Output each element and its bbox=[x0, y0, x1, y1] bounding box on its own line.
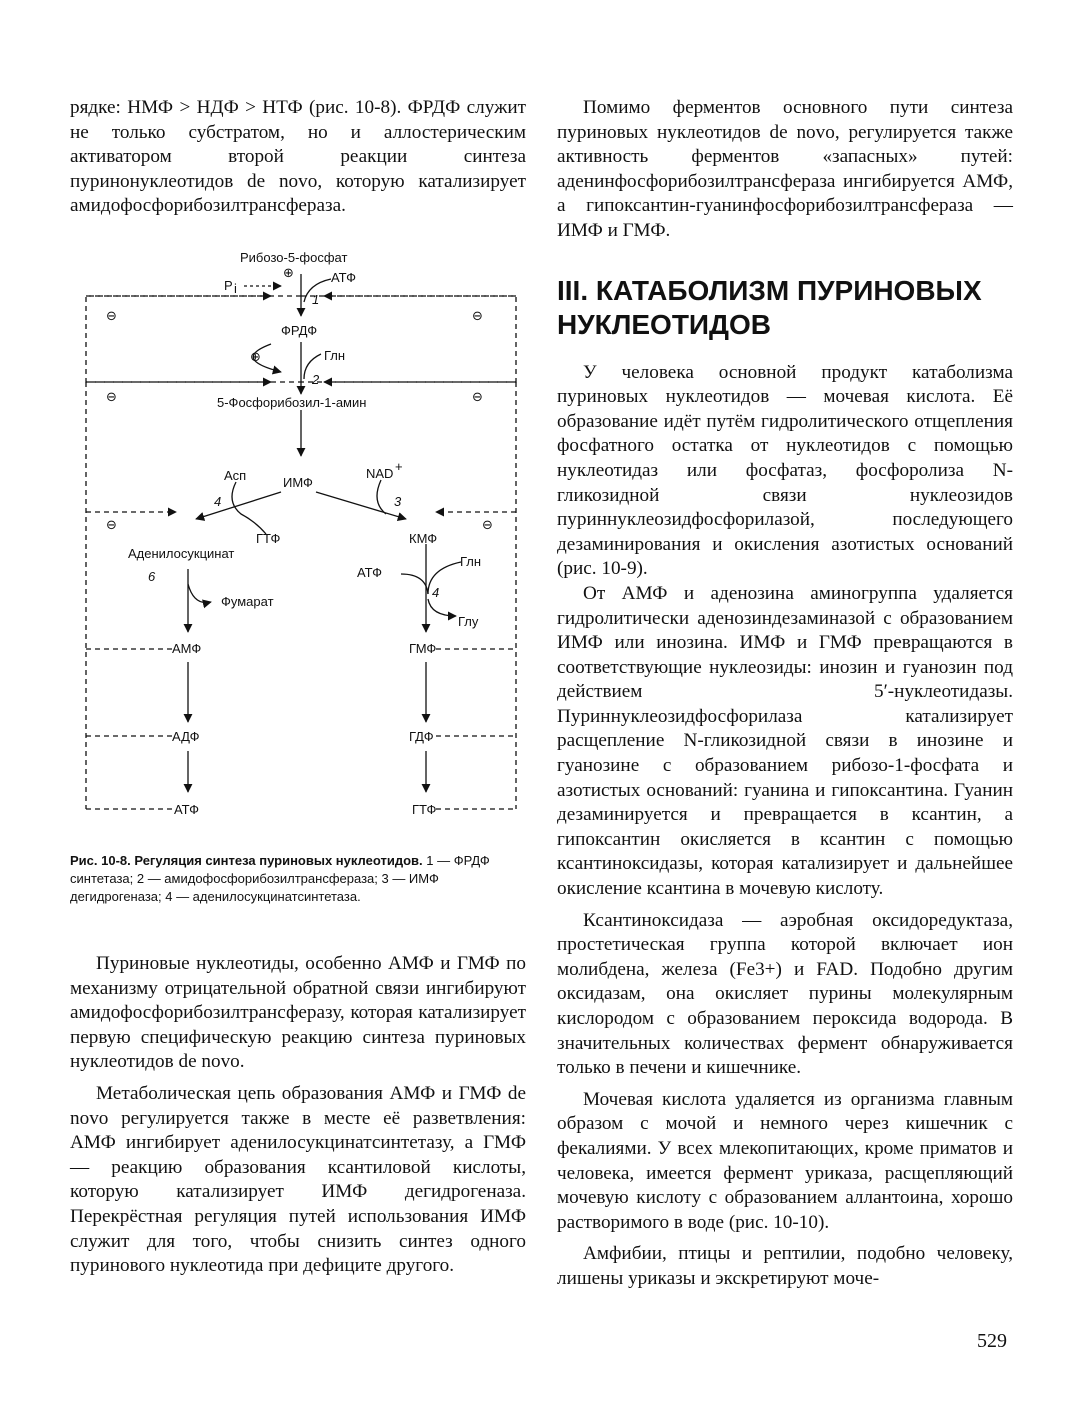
label-ribose-5-phosphate: Рибозо-5-фосфат bbox=[240, 250, 348, 265]
label-atf-top: АТФ bbox=[331, 270, 357, 285]
label-kmf: КМФ bbox=[409, 531, 438, 546]
right-paragraph-3: От АМФ и аденозина аминогруппа удаляется гидролитически аденозиндезаминазой с образованием ИМФ или инозина. ИМФ и ГМФ превращаются в соответствующие нуклеозиды: инозин и гуанозин под действием 5′-нуклеотидазы. Пуриннуклеозидфосфорилаза катализирует расщепление N-гликозидной связи в инозине и гуанозине с образованием рибозо-1-фосфата и азотистых оснований: гуанина и гипоксантина. Гуанин дезаминируется и превращается в ксантин, а гипоксантин окисляется в ксантин с помощью ксантиноксидазы, которая катализирует и дальнейшее окисление ксантина в мочевую кислоту. bbox=[557, 582, 1013, 900]
label-fumarate: Фумарат bbox=[221, 594, 274, 609]
label-gtf-bottom: ГТФ bbox=[412, 802, 437, 817]
label-step-6: 6 bbox=[148, 569, 156, 584]
label-atf-mid: АТФ bbox=[357, 565, 383, 580]
label-gln-2: Глн bbox=[460, 554, 482, 569]
label-pi-sub: i bbox=[234, 281, 237, 296]
left-paragraph-3: Метаболическая цепь образования АМФ и ГМФ de novo регулируется также в месте её разветвления: АМФ ингибирует аденилосукцинатсинтетазу, а ГМФ — реакцию образования ксантиловой кислоты, которую катализирует ИМФ дегидрогеназа. Перекрёстная регуляция путей использования ИМФ служит для того, чтобы снизить синтез одного пуринового нуклеотида при дефиците другого. bbox=[70, 1082, 526, 1277]
label-step-4a: 4 bbox=[214, 494, 222, 509]
right-paragraph-1: Помимо ферментов основного пути синтеза пуриновых нуклеотидов de novo, регулируется также активность ферментов «запасных» путей: аденинфосфорибозилтрансфераза ингибируется АМФ, а гипоксантин-гуанинфосфорибозилтрансфераза — ИМФ и ГМФ. bbox=[557, 97, 1013, 241]
right-paragraph-4: Ксантиноксидаза — аэробная оксидоредуктаза, простетическая группа которой включает ион молибдена, железа (Fe3+) и FAD. Подобно другим оксидазам, она окисляет пурины молекулярным кислородом с образованием пероксида водорода. В значительных количествах фермент обнаруживается только в печени и кишечнике. bbox=[557, 909, 1013, 1079]
label-phosphoribosylamine: 5-Фосфорибозил-1-амин bbox=[217, 395, 367, 410]
page-number: 529 bbox=[977, 1330, 1007, 1352]
label-pi: P bbox=[224, 278, 233, 293]
left-paragraph-2: Пуриновые нуклеотиды, особенно АМФ и ГМФ по механизму отрицательной обратной связи ингибируют амидофосфорибозилтрансферазу, которая катализирует первую специфическую реакцию синтеза пуриновых нуклеотидов de novo. bbox=[70, 953, 526, 1073]
left-column-bottom bbox=[70, 952, 526, 1279]
right-column bbox=[557, 96, 1013, 1292]
inhibitor-minus-icon-3: ⊖ bbox=[106, 389, 117, 404]
label-adenylosuccinate: Аденилосукцинат bbox=[128, 546, 235, 561]
label-gln-1: Глн bbox=[324, 348, 346, 363]
label-frdf: ФРДФ bbox=[281, 323, 318, 338]
label-gtf-small: ГТФ bbox=[256, 531, 281, 546]
pathway-diagram bbox=[76, 244, 526, 824]
label-asp: Асп bbox=[224, 468, 247, 483]
feedback-frame-right-upper bbox=[301, 296, 516, 382]
section-heading: III. КАТАБОЛИЗМ ПУРИНОВЫХ НУКЛЕОТИДОВ bbox=[557, 274, 982, 340]
inhibitor-minus-icon-1: ⊖ bbox=[106, 308, 117, 323]
label-nad-sup: + bbox=[395, 459, 403, 474]
label-step-1: 1 bbox=[312, 292, 320, 307]
inhibitor-minus-icon-6: ⊖ bbox=[482, 517, 493, 532]
label-amf: АМФ bbox=[172, 641, 202, 656]
right-paragraph-2: У человека основной продукт катаболизма пуриновых нуклеотидов — мочевая кислота. Её образование идёт путём гидролитического отщепления фосфатного остатка от нуклеотидов с помощью нуклеотидаз или фосфатаз, фосфоролиза N-гликозидной связи нуклеозидов пуриннуклеозидфосфорилазой, последующего дезаминирования и окисления азотистых оснований (рис. 10-9). bbox=[557, 361, 1013, 580]
feedback-frame-left-upper bbox=[86, 296, 301, 382]
label-gmf: ГМФ bbox=[409, 641, 437, 656]
label-gdf: ГДФ bbox=[409, 729, 434, 744]
label-adf: АДФ bbox=[172, 729, 200, 744]
activator-plus-icon-2: ⊕ bbox=[250, 349, 261, 364]
left-paragraph-1: рядке: НМФ > НДФ > НТФ (рис. 10-8). ФРДФ служит не только субстратом, но и аллостерическим активатором второй реакции синтеза пуринонуклеотидов de novo, которую катализирует амидофосфорибозилтрансфераза. bbox=[70, 97, 526, 217]
inhibitor-minus-icon-5: ⊖ bbox=[106, 517, 117, 532]
right-paragraph-6: Амфибии, птицы и рептилии, подобно человеку, лишены уриказы и экскретируют моче- bbox=[557, 1243, 1013, 1289]
regulation-figure bbox=[76, 244, 526, 824]
activator-plus-icon-1: ⊕ bbox=[283, 265, 294, 280]
inhibitor-minus-icon-2: ⊖ bbox=[472, 308, 483, 323]
caption-title: Рис. 10-8. Регуляция синтеза пуриновых нуклеотидов. bbox=[70, 853, 423, 868]
label-atf-bottom: АТФ bbox=[174, 802, 200, 817]
label-glu: Глу bbox=[458, 614, 479, 629]
figure-caption bbox=[70, 852, 526, 906]
label-step-3: 3 bbox=[394, 494, 402, 509]
label-imf: ИМФ bbox=[283, 475, 313, 490]
label-step-4b: 4 bbox=[432, 585, 440, 600]
caption-text: 1 — ФРДФ синтетаза; 2 — амидофосфорибозилтрансфераза; 3 — ИМФ дегидрогеназа; 4 — аденилосукцинатсинтетаза. bbox=[70, 853, 490, 904]
label-step-2: 2 bbox=[312, 372, 320, 387]
label-nad: NAD bbox=[366, 466, 394, 481]
right-paragraph-5: Мочевая кислота удаляется из организма главным образом с мочой и немного через кишечник с фекалиями. У всех млекопитающих, кроме приматов и человека, имеется фермент уриказа, расщепляющий мочевую кислоту с образованием аллантоина, хорошо растворимого в воде (рис. 10-10). bbox=[557, 1088, 1013, 1233]
left-column bbox=[70, 96, 526, 219]
inhibitor-minus-icon-4: ⊖ bbox=[472, 389, 483, 404]
